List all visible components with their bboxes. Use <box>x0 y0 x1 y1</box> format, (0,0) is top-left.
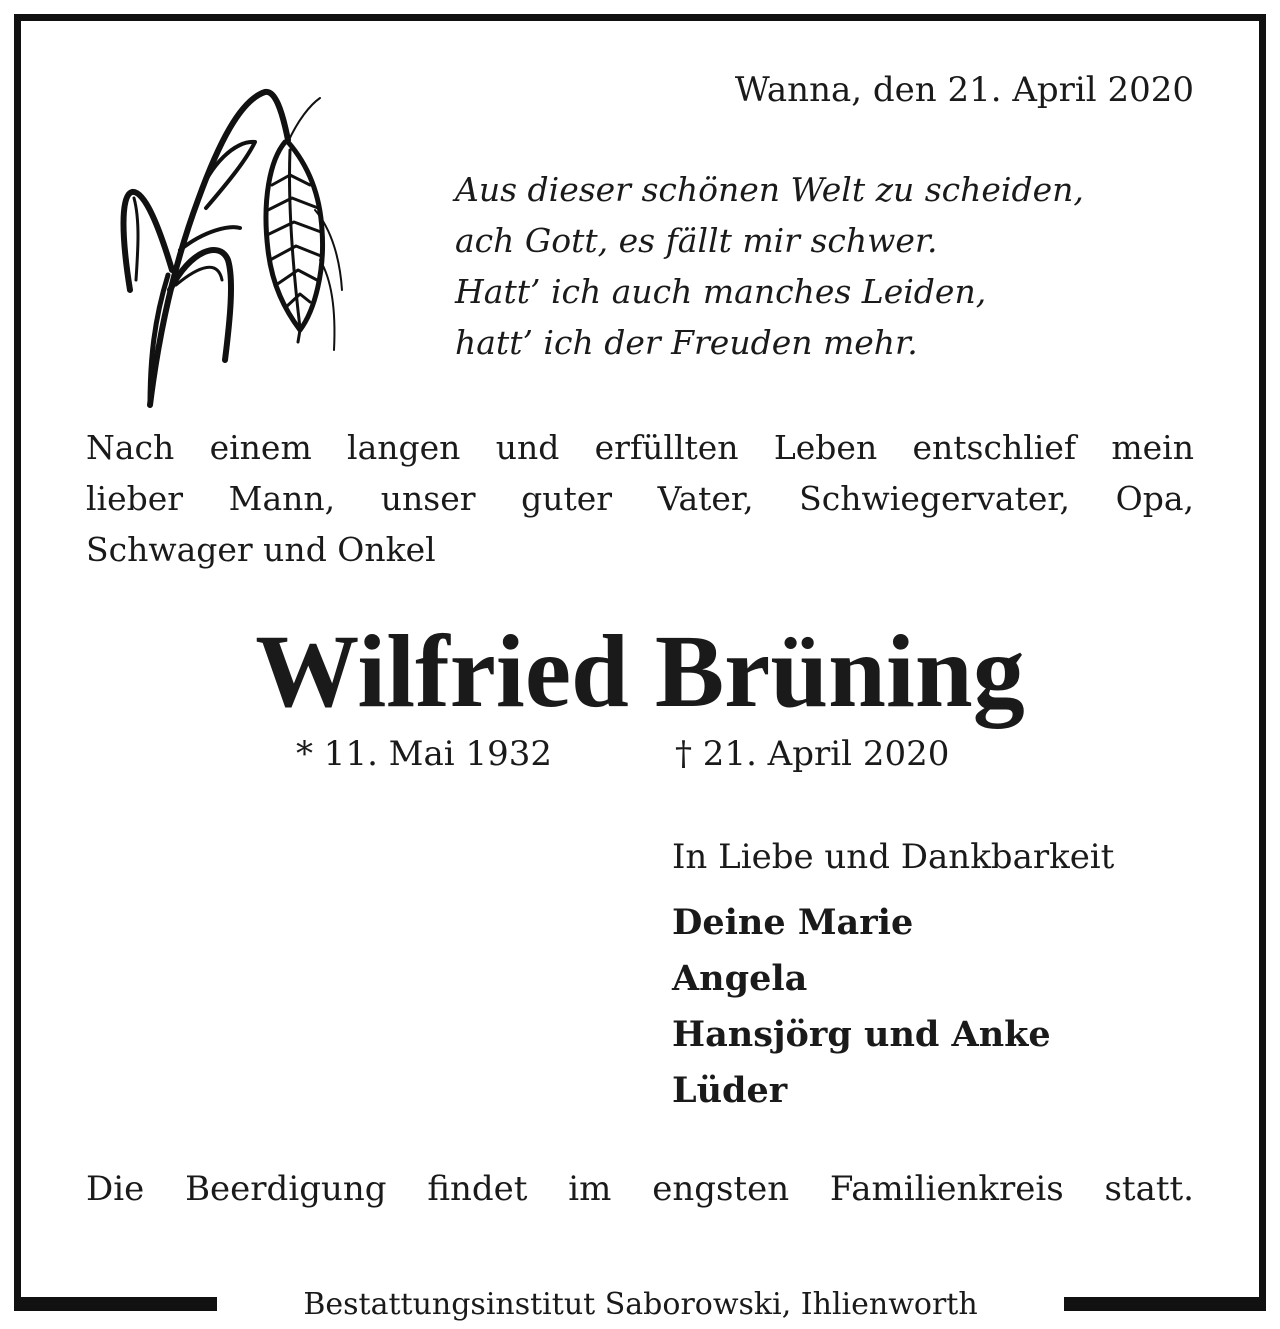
intro-text <box>86 422 1194 575</box>
mourner-name: Lüder <box>672 1070 788 1111</box>
burial-notice: Die Beerdigung findet im engsten Familienkreis statt. <box>86 1169 1194 1209</box>
death-date: † 21. April 2020 <box>675 734 950 774</box>
birth-date: * 11. Mai 1932 <box>296 734 552 774</box>
funeral-home: Bestattungsinstitut Saborowski, Ihlienworth <box>303 1287 978 1322</box>
footer-rule-right <box>1064 1297 1266 1311</box>
mourners-list <box>672 895 1051 1119</box>
poem-line: ach Gott, es fällt mir schwer. <box>455 221 938 260</box>
intro-line: lieber Mann, unser guter Vater, Schwiegervater, Opa, <box>86 479 1194 518</box>
intro-line: Schwager und Onkel <box>86 530 436 569</box>
mourner-name: Hansjörg und Anke <box>672 1014 1051 1055</box>
mourner-name: Angela <box>672 958 808 999</box>
poem-line: hatt’ ich der Freuden mehr. <box>455 323 918 362</box>
poem-line: Aus dieser schönen Welt zu scheiden, <box>455 170 1084 209</box>
mourner-name: Deine Marie <box>672 902 914 943</box>
poem <box>455 164 1215 368</box>
dedication: In Liebe und Dankbarkeit <box>672 837 1115 877</box>
place-date: Wanna, den 21. April 2020 <box>734 70 1194 110</box>
footer-rule-left <box>14 1297 217 1311</box>
intro-line: Nach einem langen und erfüllten Leben entschlief mein <box>86 428 1194 467</box>
wheat-ears-icon <box>110 80 350 410</box>
deceased-name: Wilfried Brüning <box>255 614 1025 729</box>
poem-line: Hatt’ ich auch manches Leiden, <box>455 272 987 311</box>
